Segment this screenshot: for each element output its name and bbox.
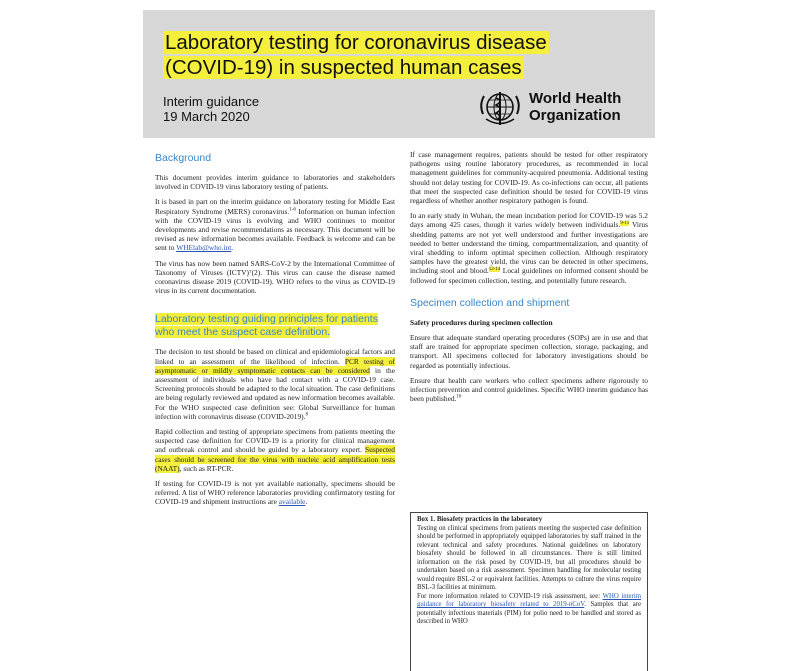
highlighted-text: Suspected cases should be screened for the virus with nucleic acid amplification tests (NAAT) [155, 445, 395, 473]
citation: 16 [456, 394, 462, 400]
guidance-label: Interim guidance [163, 94, 260, 109]
text: . Samples that are potentially infectious materials (PIM) for polio need to be handled and stored as described in WHO [417, 601, 641, 625]
box-paragraph-1: Testing on clinical specimens from patients meeting the suspected case definition should be performed in appropriately equipped laboratories by staff trained in the relevant technical and safety procedures. National guidelines on laboratory biosafety should be followed in all circumstances. There is still limited information on the risk posed by COVID-19, but all procedures should be undertaken based on a risk assessment. Specimen handling for molecular testing would require BSL-2 or equivalent facilities. Attempts to culture the virus require BSL-3 facilities at minimum. [417, 524, 641, 591]
email-link[interactable]: WHElab@who.int [176, 243, 232, 253]
available-link[interactable]: available [278, 497, 306, 507]
title-line-1: Laboratory testing for coronavirus disease [165, 31, 547, 54]
heading-line-1: Laboratory testing guiding principles for patients [155, 313, 378, 326]
text: in the assessment of individuals who have had contact with a COVID-19 case. Screening protocols should be adapted to the local situation. The case definitions are being regularly reviewed and updated as new information becomes available. For the WHO suspected case definition see: Global Surveillance for human infection with coronavirus disease (COVID-2019). [155, 365, 395, 421]
background-paragraph-1: This document provides interim guidance to laboratories and stakeholders involved in COVID-19 virus laboratory testing of patients. [155, 173, 395, 192]
text: If testing for COVID-19 is not yet available nationally, specimens should be referred. A list of WHO reference laboratories providing confirmatory testing for COVID-19 and shipment instructions are [155, 479, 395, 507]
text: Local guidelines on informed consent should be followed for specimen collection, testing, and potentially future research. [410, 266, 648, 285]
heading-line-2: who meet the suspect case definition. [155, 326, 331, 339]
who-emblem-icon [477, 88, 523, 128]
safety-heading: Safety procedures during specimen collection [410, 317, 553, 327]
box-paragraph-2 [417, 593, 641, 627]
box-title: Box 1. Biosafety practices in the laboratory [417, 516, 543, 523]
org-name-line-2: Organization [529, 107, 621, 124]
text: , such as RT-PCR. [179, 463, 234, 473]
text: . [231, 243, 234, 253]
testing-paragraph: If case management requires, patients should be tested for other respiratory pathogens using routine laboratory procedures, as recommended in local management guidelines for community-acquired pneumonia. Additional testing should not delay testing for COVID-19. As co-infections can occur, all patients that meet the suspected case definition should be tested for COVID-19 virus regardless of whether another respiratory pathogen is found. [410, 150, 648, 206]
text: Rapid collection and testing of appropriate specimens from patients meeting the suspected case definition for COVID-19 is a priority for clinical management and outbreak control and should be guided by a laboratory expert. [155, 427, 395, 455]
citation: 1-6 [289, 207, 296, 213]
highlighted-text: PCR testing of asymptomatic or mildly symptomatic contacts can be considered [155, 356, 395, 375]
incubation-paragraph [410, 211, 648, 285]
background-paragraph-3: The virus has now been named SARS-CoV-2 by the International Committee of Taxonomy of Viruses (ICTV)⁷(2). This virus can cause the disease named coronavirus disease 2019 (COVID-19). WHO refers to the virus as COVID-19 virus in its current documentation. [155, 258, 395, 296]
guidance-date: 19 March 2020 [163, 109, 250, 124]
citation: 8 [305, 412, 308, 418]
left-column [155, 152, 395, 513]
safety-paragraph-2 [410, 376, 648, 404]
document-page [143, 0, 655, 671]
biosafety-guidance-link[interactable]: WHO interim guidance for laboratory biosafety related to 2019-nCoV [417, 592, 641, 608]
specimen-heading: Specimen collection and shipment [410, 296, 570, 309]
header-banner [143, 10, 655, 138]
who-name [529, 90, 621, 124]
background-paragraph-2 [155, 197, 395, 252]
principles-heading [155, 313, 395, 339]
title-line-2: (COVID-19) in suspected human cases [165, 56, 522, 79]
right-column [410, 150, 648, 409]
citation: 12-14 [488, 266, 501, 272]
principles-paragraph-3 [155, 479, 395, 507]
safety-paragraph-1: Ensure that adequate standard operating procedures (SOPs) are in use and that staff are trained for appropriate specimen collection, storage, packaging, and transport. All specimens collected for laboratory investigations should be regarded as potentially infectious. [410, 333, 648, 370]
principles-paragraph-2 [155, 427, 395, 473]
text: Information on human infection with the COVID-19 virus is evolving and WHO continues to monitor developments and revise recommendations as necessary. This document will be revised as new information becomes available. Feedback is welcome and can be sent to [155, 206, 395, 253]
principles-paragraph-1 [155, 347, 395, 421]
text: Virus shedding patterns are not yet well understood and further investigations are needed to better understand the timing, compartmentalization, and quantity of viral shedding to inform optimal specimen collection. Although respiratory samples have the greatest yield, the virus can be detected in other specimens, including stool and blood. [410, 220, 648, 276]
org-name-line-1: World Health [529, 90, 622, 107]
background-heading: Background [155, 152, 212, 164]
who-logo [477, 88, 647, 128]
text: The decision to test should be based on clinical and epidemiological factors and linked to an assessment of the likelihood of infection. [155, 347, 395, 366]
text: In an early study in Wuhan, the mean incubation period for COVID-19 was 5.2 days among 425 cases, though it varies widely between individuals. [410, 211, 648, 230]
text: . [305, 497, 308, 507]
guidance-info [163, 94, 259, 124]
citation: 9-11 [620, 220, 630, 226]
text: For more information related to COVID-19 risk assessment, see: [417, 592, 603, 600]
text: It is based in part on the interim guidance on laboratory testing for Middle East Respiratory Syndrome (MERS) coronavirus. [155, 197, 395, 216]
biosafety-box [410, 512, 648, 671]
text: Ensure that health care workers who collect specimens adhere rigorously to infection prevention and control guidelines. Specific WHO interim guidance has been published. [410, 375, 648, 404]
document-title [163, 30, 549, 80]
